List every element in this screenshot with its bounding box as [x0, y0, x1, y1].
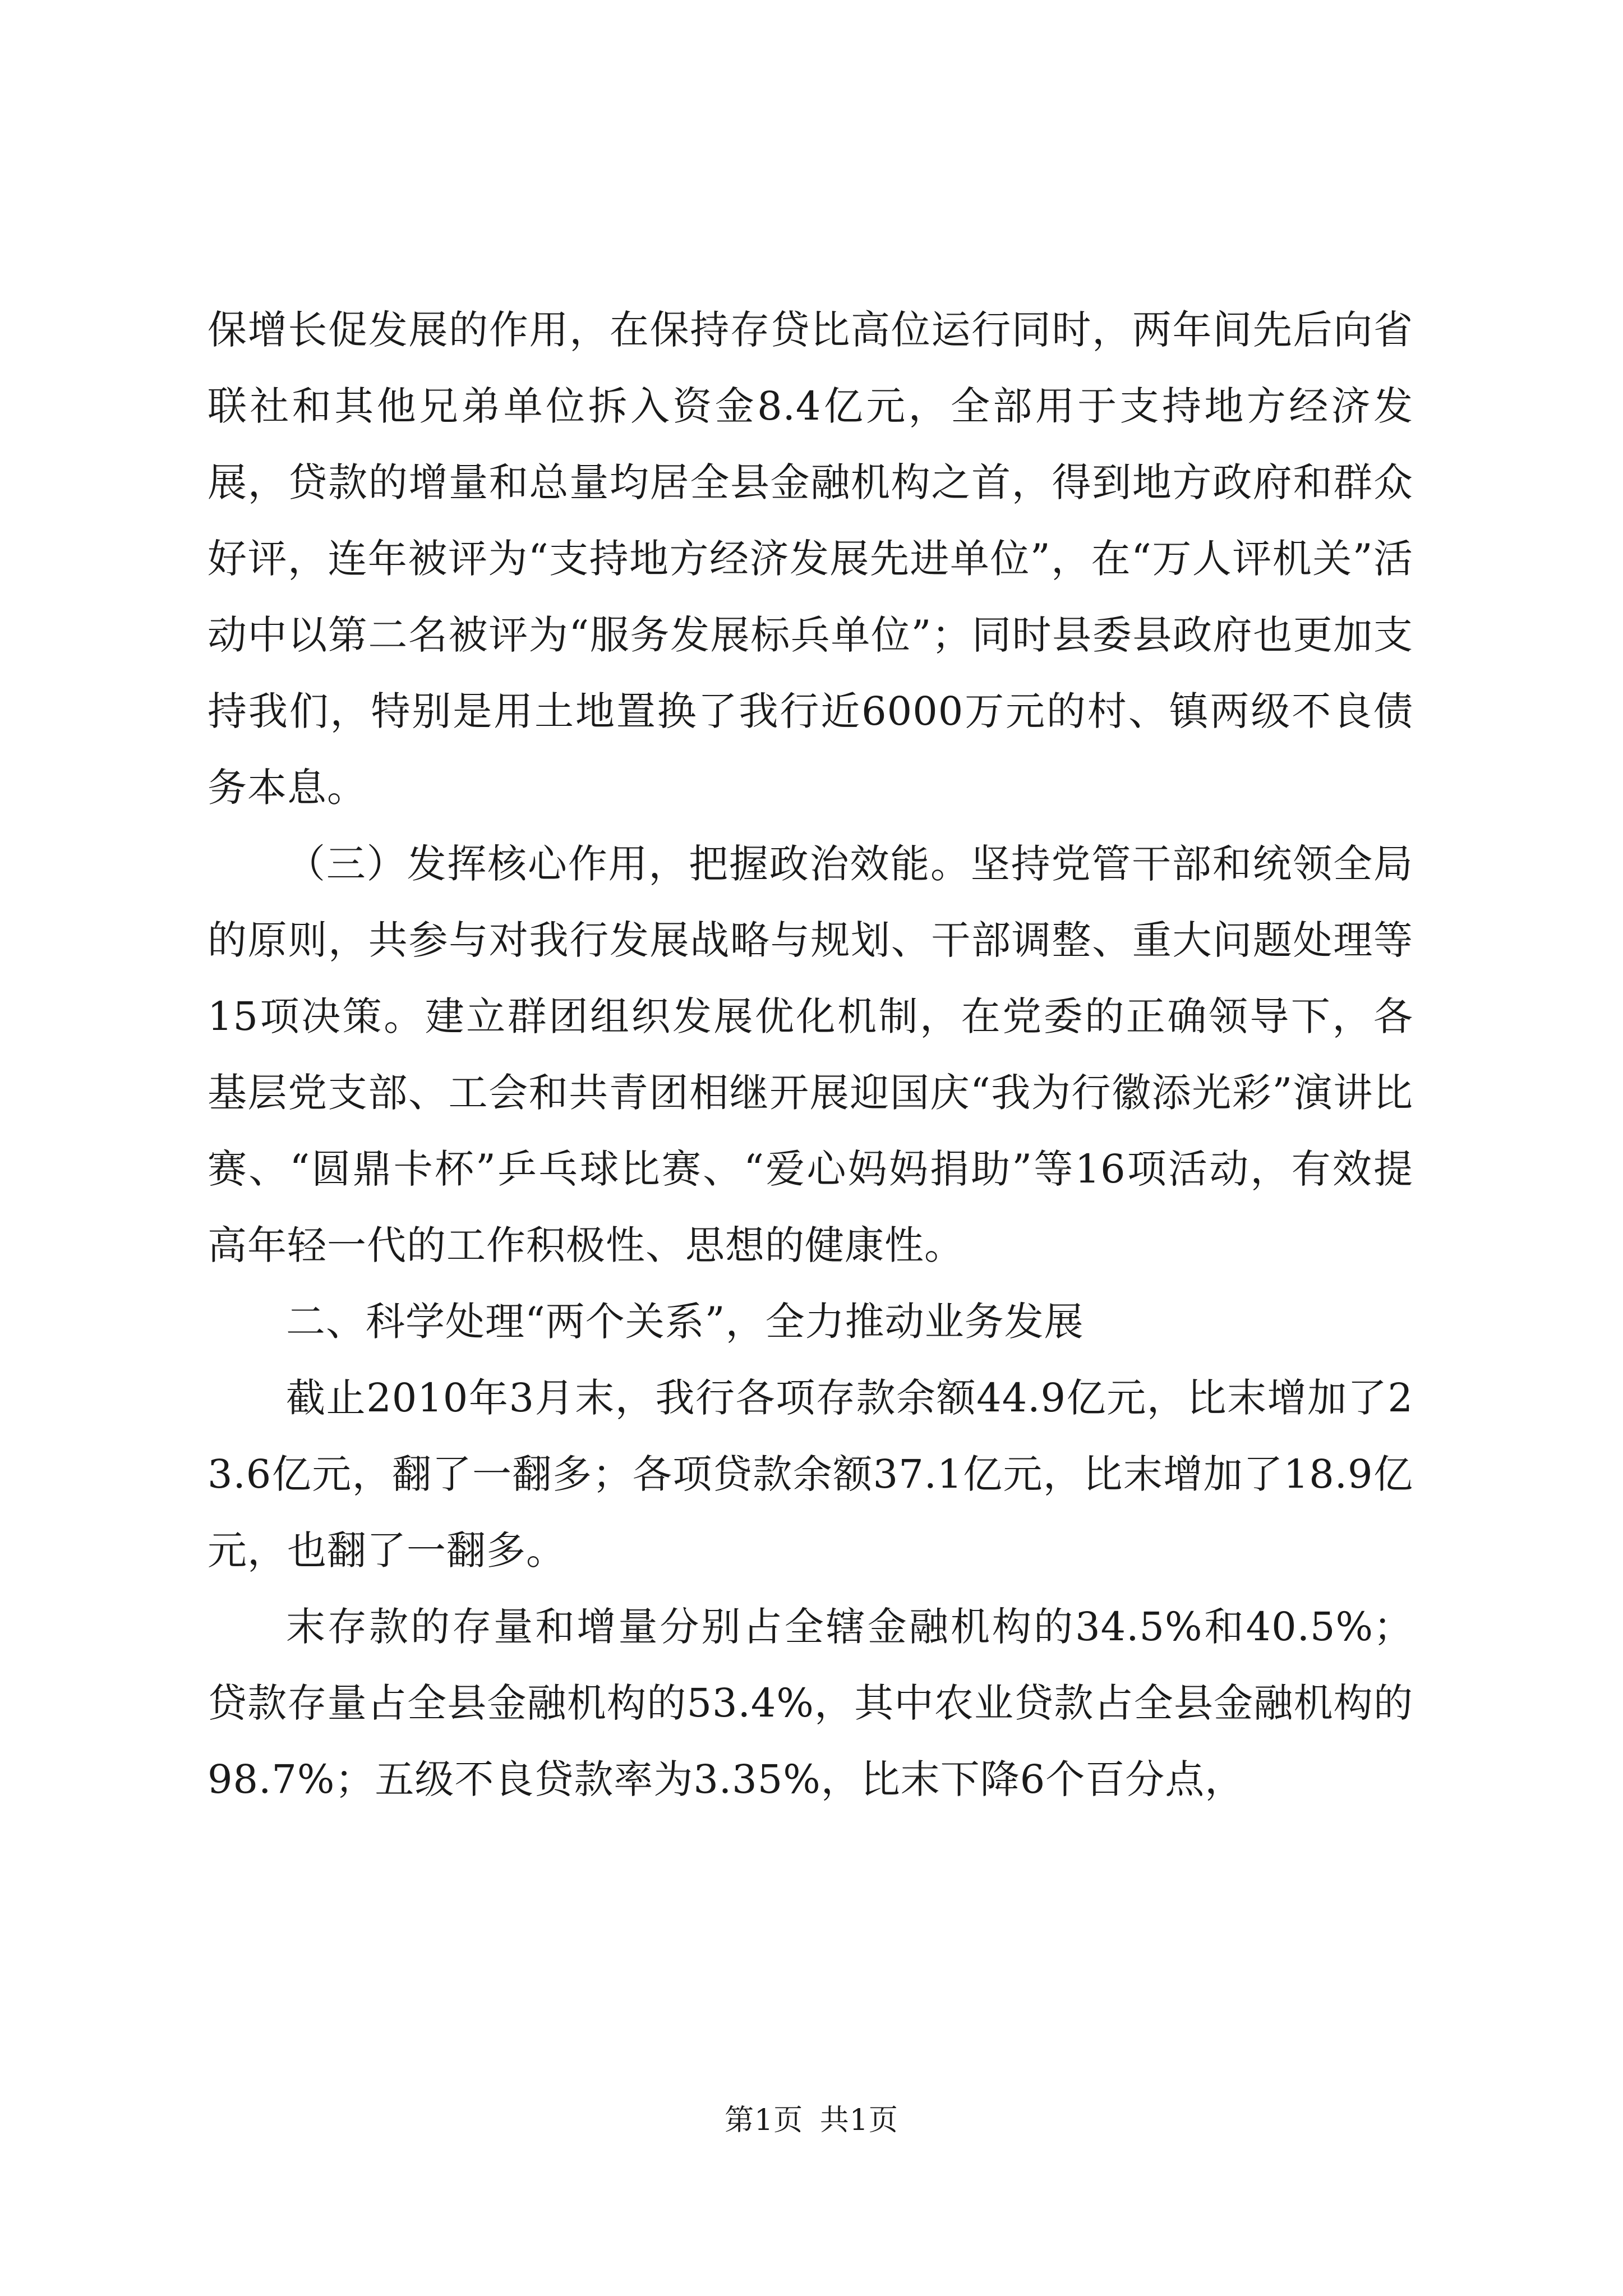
paragraph-deposits-loans: 截止2010年3月末，我行各项存款余额44.9亿元，比末增加了23.6亿元，翻了一翻多；各项贷款余额37.1亿元，比末增加了18.9亿元，也翻了一翻多。 [208, 1375, 1413, 1573]
paragraph-section-three: （三）发挥核心作用，把握政治效能。坚持党管干部和统领全局的原则，共参与对我行发展战略与规划、干部调整、重大问题处理等15项决策。建立群团组织发展优化机制，在党委的正确领导下，各基层党支部、工会和共青团相继开展迎国庆“我为行徽添光彩”演讲比赛、“圆鼎卡杯”乒乓球比赛、“爱心妈妈捐助”等16项活动，有效提高年轻一代的工作积极性、思想的健康性。 [208, 841, 1413, 1268]
paragraph-continuation: 保增长促发展的作用，在保持存贷比高位运行同时，两年间先后向省联社和其他兄弟单位拆入资金8.4亿元，全部用于支持地方经济发展，贷款的增量和总量均居全县金融机构之首，得到地方政府和群众好评，连年被评为“支持地方经济发展先进单位”，在“万人评机关”活动中以第二名被评为“服务发展标兵单位”；同时县委县政府也更加支持我们，特别是用土地置换了我行近6000万元的村、镇两级不良债务本息。 [208, 307, 1413, 811]
page-total: 共1页 [819, 2104, 898, 2137]
section-heading-two: 二、科学处理“两个关系”，全力推动业务发展 [286, 1299, 1084, 1345]
document-body [208, 292, 1413, 1818]
paragraph-market-share: 末存款的存量和增量分别占全辖金融机构的34.5%和40.5%；贷款存量占全县金融机构的53.4%，其中农业贷款占全县金融机构的98.7%；五级不良贷款率为3.35%，比末下降6个百分点， [208, 1604, 1413, 1802]
page-footer [0, 2101, 1623, 2140]
page-number: 第1页 [725, 2104, 804, 2137]
